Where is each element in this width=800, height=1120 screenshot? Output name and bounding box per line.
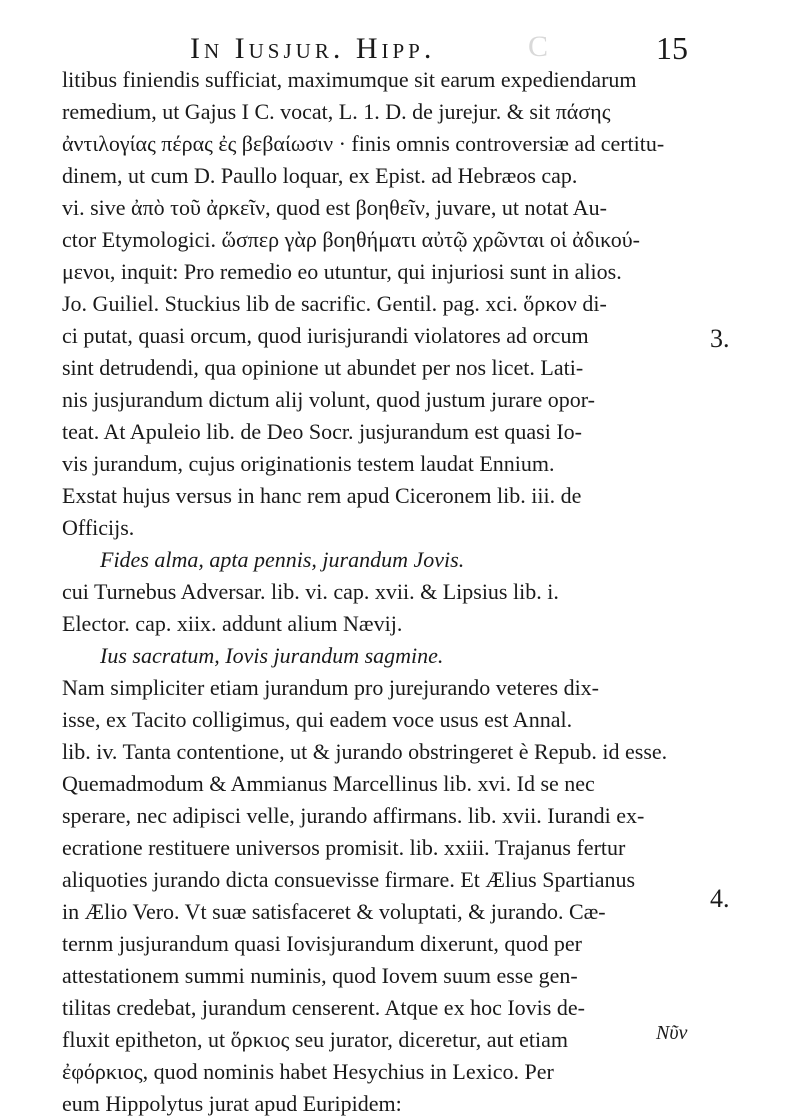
text-line: ctor Etymologici. ὥσπερ γὰρ βοηθήματι αὐτῷ χρῶνται οἱ ἀδικού- bbox=[62, 227, 640, 252]
text-line: sint detrudendi, qua opinione ut abundet per nos licet. Lati- bbox=[62, 355, 584, 380]
body-text bbox=[62, 64, 702, 1120]
text-line: Nam simpliciter etiam jurandum pro jurejurando veteres dix- bbox=[62, 675, 600, 700]
page-number: 15 bbox=[656, 30, 688, 66]
text-line: tilitas credebat, jurandum censerent. Atque ex hoc Iovis de- bbox=[62, 995, 585, 1020]
text-line: ἀντιλογίας πέρας ἐς βεβαίωσιν · finis omnis controversiæ ad certitu- bbox=[62, 131, 665, 156]
text-line: attestationem summi numinis, quod Iovem suum esse gen- bbox=[62, 963, 578, 988]
text-line: μενοι, inquit: Pro remedio eo utuntur, qui injuriosi sunt in alios. bbox=[62, 259, 622, 284]
text-line: Quemadmodum & Ammianus Marcellinus lib. xvi. Id se nec bbox=[62, 771, 595, 796]
catchword: Νῦν bbox=[656, 1022, 688, 1044]
text-line: lib. iv. Tanta contentione, ut & jurando obstringeret è Repub. id esse. bbox=[62, 739, 668, 764]
text-line: eum Hippolytus jurat apud Euripidem: bbox=[62, 1091, 402, 1116]
text-line: nis jusjurandum dictum alij volunt, quod justum jurare opor- bbox=[62, 387, 595, 412]
text-line: sperare, nec adipisci velle, jurando affirmans. lib. xvii. Iurandi ex- bbox=[62, 803, 645, 828]
text-line: ecratione restituere universos promisit. lib. xxiii. Trajanus fertur bbox=[62, 835, 626, 860]
text-line: Officijs. bbox=[62, 515, 135, 540]
text-line: ἐφόρκιος, quod nominis habet Hesychius in Lexico. Per bbox=[62, 1059, 554, 1084]
text-line: remedium, ut Gajus I C. vocat, L. 1. D. de jurejur. & sit πάσης bbox=[62, 99, 611, 124]
text-line: vi. sive ἀπὸ τοῦ ἀρκεῖν, quod est βοηθεῖν, juvare, ut notat Au- bbox=[62, 195, 607, 220]
verse-quotation: Fides alma, apta pennis, jurandum Jovis. bbox=[100, 547, 465, 572]
text-line: aliquoties jurando dicta consuevisse firmare. Et Ælius Spartianus bbox=[62, 867, 636, 892]
running-title: In Iusjur. Hipp. bbox=[190, 32, 436, 65]
text-line: Jo. Guiliel. Stuckius lib de sacrific. Gentil. pag. xci. ὅρκον di- bbox=[62, 291, 607, 316]
text-line: dinem, ut cum D. Paullo loquar, ex Epist. ad Hebræos cap. bbox=[62, 163, 578, 188]
text-line: litibus finiendis sufficiat, maximumque sit earum expediendarum bbox=[62, 67, 637, 92]
margin-note: 4. bbox=[710, 884, 730, 913]
margin-note: 3. bbox=[710, 324, 730, 353]
text-line: vis jurandum, cujus originationis testem laudat Ennium. bbox=[62, 451, 555, 476]
text-line: ternm jusjurandum quasi Iovisjurandum dixerunt, quod per bbox=[62, 931, 582, 956]
text-line: in Ælio Vero. Vt suæ satisfaceret & voluptati, & jurando. Cæ- bbox=[62, 899, 606, 924]
text-line: fluxit epitheton, ut ὅρκιος seu jurator, diceretur, aut etiam bbox=[62, 1027, 568, 1052]
text-line: cui Turnebus Adversar. lib. vi. cap. xvii. & Lipsius lib. i. bbox=[62, 579, 559, 604]
text-line: ci putat, quasi orcum, quod iurisjurandi violatores ad orcum bbox=[62, 323, 589, 348]
verse-quotation: Ius sacratum, Iovis jurandum sagmine. bbox=[100, 643, 444, 668]
text-line: Exstat hujus versus in hanc rem apud Ciceronem lib. iii. de bbox=[62, 483, 582, 508]
text-line: isse, ex Tacito colligimus, qui eadem voce usus est Annal. bbox=[62, 707, 573, 732]
bleed-through-mark: C bbox=[528, 30, 553, 63]
text-line: teat. At Apuleio lib. de Deo Socr. jusjurandum est quasi Io- bbox=[62, 419, 582, 444]
text-line: Elector. cap. xiix. addunt alium Nævij. bbox=[62, 611, 403, 636]
